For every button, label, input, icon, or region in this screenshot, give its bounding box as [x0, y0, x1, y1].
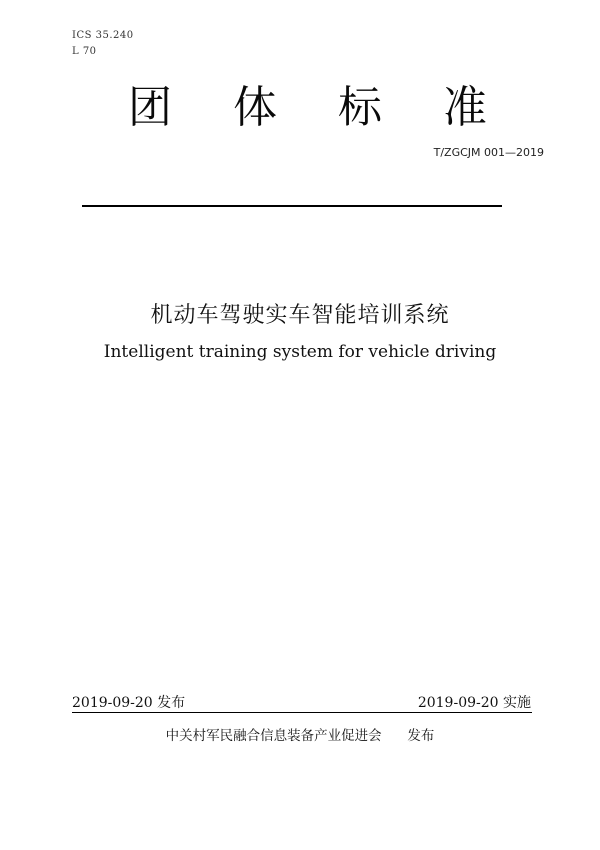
category-title-char: 团: [128, 82, 172, 133]
publish-date: 2019-09-20 发布: [72, 695, 186, 711]
footer-divider: [72, 712, 532, 713]
document-title-english: Intelligent training system for vehicle driving: [103, 342, 497, 362]
category-title-char: 标: [338, 82, 382, 133]
publisher-suffix: 发布: [407, 728, 435, 744]
publisher-line: [0, 727, 600, 745]
implement-date: 2019-09-20 实施: [417, 695, 531, 711]
document-title-chinese: 机动车驾驶实车智能培训系统: [150, 303, 450, 328]
ccs-code: L 70: [72, 46, 97, 57]
publisher-name: 中关村军民融合信息装备产业促进会: [165, 728, 382, 744]
header-divider: [82, 205, 502, 207]
category-title-char: 体: [233, 82, 277, 133]
ics-code: ICS 35.240: [72, 30, 134, 41]
standard-number: T/ZGCJM 001—2019: [433, 146, 544, 159]
category-title-char: 准: [443, 82, 487, 133]
